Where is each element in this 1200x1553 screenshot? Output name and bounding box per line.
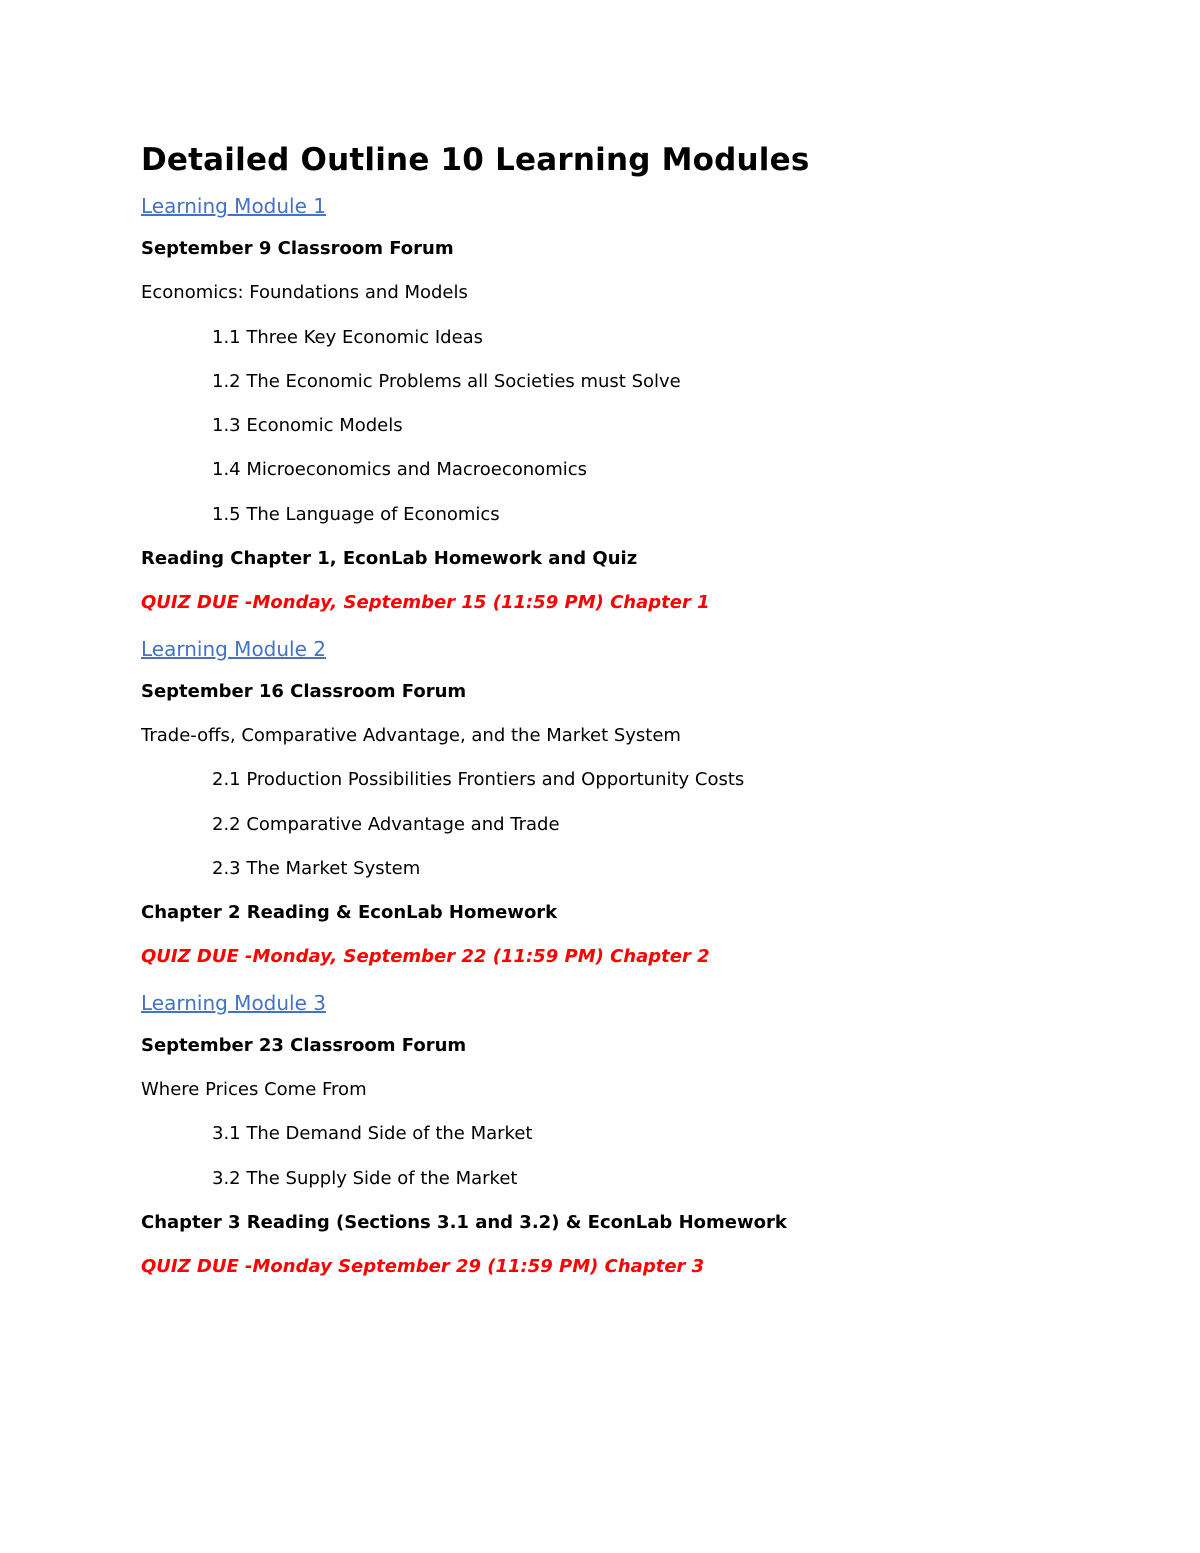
module-1-link[interactable]: Learning Module 1	[141, 194, 326, 218]
module-2-link[interactable]: Learning Module 2	[141, 636, 326, 661]
module-1-quiz-due: QUIZ DUE -Monday, September 15 (11:59 PM) Chapter 1	[141, 592, 710, 614]
module-3-reading: Chapter 3 Reading (Sections 3.1 and 3.2) & EconLab Homework	[141, 1211, 787, 1233]
module-2-forum: September 16 Classroom Forum	[141, 680, 467, 702]
module-3-section: 3.2 The Supply Side of the Market	[212, 1167, 518, 1189]
module-2-quiz-due: QUIZ DUE -Monday, September 22 (11:59 PM) Chapter 2	[141, 946, 710, 968]
module-1-reading: Reading Chapter 1, EconLab Homework and Quiz	[141, 548, 638, 570]
module-3	[141, 991, 1101, 1278]
module-1-section: 1.3 Economic Models	[212, 415, 403, 437]
module-2	[141, 637, 1101, 969]
module-3-topic: Where Prices Come From	[141, 1079, 367, 1101]
module-1-section: 1.1 Three Key Economic Ideas	[212, 326, 484, 348]
module-2-topic: Trade-offs, Comparative Advantage, and the Market System	[141, 724, 681, 746]
document-title: Detailed Outline 10 Learning Modules	[141, 142, 810, 178]
module-3-section: 3.1 The Demand Side of the Market	[212, 1123, 533, 1145]
module-3-quiz-due: QUIZ DUE -Monday September 29 (11:59 PM) Chapter 3	[141, 1256, 705, 1278]
module-3-forum: September 23 Classroom Forum	[141, 1034, 467, 1056]
module-2-section: 2.2 Comparative Advantage and Trade	[212, 813, 560, 835]
document-page	[141, 138, 1101, 1301]
module-1-forum: September 9 Classroom Forum	[141, 238, 454, 259]
module-3-link[interactable]: Learning Module 3	[141, 990, 326, 1015]
module-1-section: 1.4 Microeconomics and Macroeconomics	[212, 459, 588, 481]
module-1-section: 1.5 The Language of Economics	[212, 503, 500, 525]
module-2-section: 2.3 The Market System	[212, 857, 421, 879]
module-2-reading: Chapter 2 Reading & EconLab Homework	[141, 902, 558, 924]
module-1-topic: Economics: Foundations and Models	[141, 282, 468, 304]
module-2-section: 2.1 Production Possibilities Frontiers and Opportunity Costs	[212, 769, 745, 791]
module-1	[141, 194, 1101, 614]
module-1-section: 1.2 The Economic Problems all Societies must Solve	[212, 370, 681, 392]
